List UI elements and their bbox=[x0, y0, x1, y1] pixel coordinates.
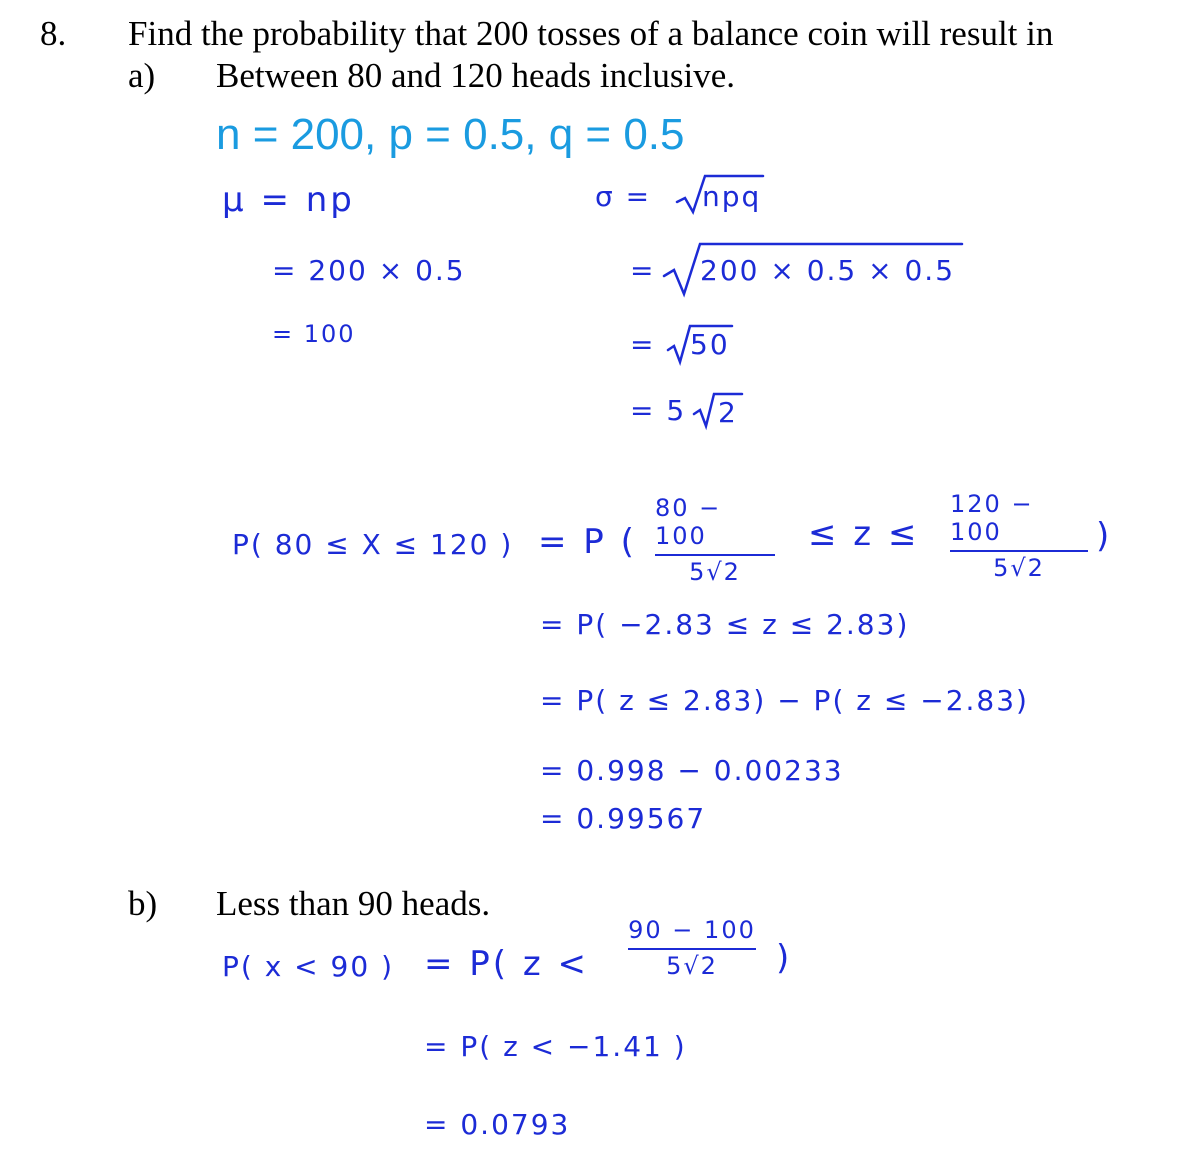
fraction-bar bbox=[950, 550, 1088, 552]
sigma-step3-eq: = 5 bbox=[630, 394, 687, 427]
part-a-close-paren: ) bbox=[1096, 516, 1113, 556]
fraction-denominator: 5√2 bbox=[993, 554, 1045, 582]
sigma-step1-radicand: 200 × 0.5 × 0.5 bbox=[700, 254, 956, 287]
part-a-label: a) bbox=[128, 56, 156, 95]
part-a-lower-fraction bbox=[655, 494, 775, 586]
part-a-line3: = P( z ≤ 2.83) − P( z ≤ −2.83) bbox=[540, 684, 1029, 717]
fraction-bar bbox=[655, 554, 775, 556]
fraction-numerator: 90 − 100 bbox=[628, 916, 756, 944]
fraction-numerator: 80 − 100 bbox=[655, 494, 722, 550]
given-parameters: n = 200, p = 0.5, q = 0.5 bbox=[216, 110, 685, 159]
part-b-lhs: P( x < 90 ) bbox=[222, 950, 394, 983]
sigma-step3-radicand: 2 bbox=[718, 396, 738, 429]
mean-formula: μ = np bbox=[222, 180, 355, 220]
part-a-lhs: P( 80 ≤ X ≤ 120 ) bbox=[232, 528, 514, 561]
part-a-text: Between 80 and 120 heads inclusive. bbox=[216, 56, 736, 95]
sigma-formula-radicand: npq bbox=[702, 180, 762, 213]
part-a-line5: = 0.99567 bbox=[540, 802, 707, 835]
part-b-line3: = 0.0793 bbox=[424, 1108, 571, 1141]
question-stem: Find the probability that 200 tosses of a balance coin will result in bbox=[128, 14, 1054, 53]
mean-step: = 200 × 0.5 bbox=[272, 254, 466, 287]
part-a-upper-fraction bbox=[950, 490, 1088, 582]
part-a-inequality: ≤ z ≤ bbox=[808, 514, 920, 554]
part-a-line4: = 0.998 − 0.00233 bbox=[540, 754, 844, 787]
part-b-line2: = P( z < −1.41 ) bbox=[424, 1030, 687, 1063]
part-b-fraction bbox=[628, 916, 756, 980]
sigma-formula-lhs: σ = bbox=[595, 180, 652, 213]
fraction-denominator: 5√2 bbox=[666, 952, 718, 980]
part-a-line2: = P( −2.83 ≤ z ≤ 2.83) bbox=[540, 608, 910, 641]
part-b-text: Less than 90 heads. bbox=[216, 884, 491, 923]
fraction-bar bbox=[628, 948, 756, 950]
sigma-step1-eq: = bbox=[630, 254, 656, 287]
question-number: 8. bbox=[40, 14, 67, 53]
part-b-label: b) bbox=[128, 884, 158, 923]
part-a-eq-p: = P ( bbox=[538, 522, 637, 562]
fraction-numerator: 120 − 100 bbox=[950, 490, 1034, 546]
fraction-denominator: 5√2 bbox=[689, 558, 741, 586]
mean-result: = 100 bbox=[272, 320, 356, 348]
sigma-step2-eq: = bbox=[630, 328, 656, 361]
sigma-step2-radicand: 50 bbox=[690, 328, 730, 361]
part-b-eq-p: = P( z < bbox=[424, 944, 590, 984]
part-b-close-paren: ) bbox=[776, 938, 793, 978]
